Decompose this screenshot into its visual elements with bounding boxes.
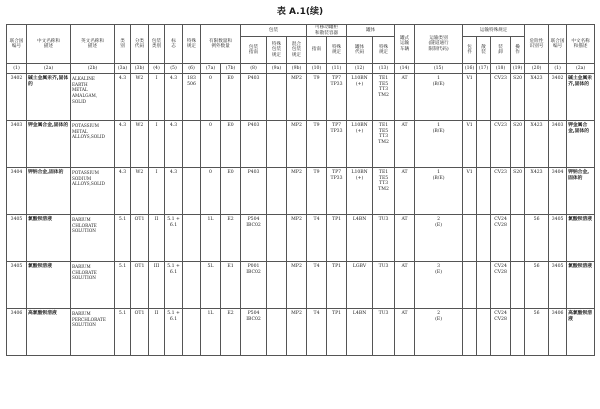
column-number: (6) xyxy=(183,64,201,74)
cell-cls: 4.3 xyxy=(115,121,131,168)
header-transport-bulk: 散 装 xyxy=(477,37,491,64)
column-number: (19) xyxy=(511,64,525,74)
cell-sp: 183 506 xyxy=(183,74,201,121)
header-transport-category: 运输类别 (隧道通行 限制代码) xyxy=(415,25,463,64)
cell-p9b: MP2 xyxy=(287,121,307,168)
table-row xyxy=(7,215,595,262)
cell-un: 3402 xyxy=(7,74,27,121)
cell-label: 4.3 xyxy=(165,168,183,215)
header-packing-instruction: 包装 指南 xyxy=(241,37,267,64)
table-row xyxy=(7,74,595,121)
cell-pg: I xyxy=(149,168,165,215)
cell-t13: TU3 xyxy=(373,215,395,262)
cell-l7a: 0 xyxy=(201,121,221,168)
cell-v14: AT xyxy=(395,309,415,356)
header-portable-tank-group: 可移动罐柜 和散装容器 xyxy=(307,25,347,37)
table-row xyxy=(7,168,595,215)
cell-p9a xyxy=(267,215,287,262)
header-classification-code: 分类 代码 xyxy=(131,25,149,64)
cell-pg: II xyxy=(149,309,165,356)
column-number: (5) xyxy=(165,64,183,74)
cell-s17 xyxy=(477,121,491,168)
cell-p9a xyxy=(267,309,287,356)
table-row xyxy=(7,309,595,356)
cell-cls: 5.1 xyxy=(115,262,131,309)
cell-s18: CV23 xyxy=(491,168,511,215)
column-number: (8) xyxy=(241,64,267,74)
cell-t12: L10BN (+) xyxy=(347,74,373,121)
cell-v14: AT xyxy=(395,215,415,262)
header-transport-special: 运输特殊规定 xyxy=(463,25,525,37)
cell-p9b: MP2 xyxy=(287,74,307,121)
column-number: (13) xyxy=(373,64,395,74)
cell-un: 3404 xyxy=(7,168,27,215)
cell-cn2: 碱土金属汞齐,固体的 xyxy=(567,74,595,121)
cell-h20: X423 xyxy=(525,168,549,215)
column-number: (4) xyxy=(149,64,165,74)
header-limited-quantity: 有限数量和 例外数量 xyxy=(201,25,241,64)
column-number: (2a) xyxy=(27,64,71,74)
cell-l7b: E2 xyxy=(221,309,241,356)
header-tank-body: 罐体 xyxy=(347,25,395,37)
cell-c15: 1 (B/E) xyxy=(415,121,463,168)
cell-s17 xyxy=(477,168,491,215)
cell-p9b: MP2 xyxy=(287,309,307,356)
cell-t13: TU3 xyxy=(373,309,395,356)
header-tank-special: 特殊 规定 xyxy=(327,37,347,64)
header-packaging-group: 包装 xyxy=(241,25,307,37)
cell-cn2: 氯酸钡溶液 xyxy=(567,215,595,262)
cell-t13: TE1 TE5 TT3 TM2 xyxy=(373,74,395,121)
header-transport-loading: 装 卸 xyxy=(491,37,511,64)
column-number: (18) xyxy=(491,64,511,74)
header-special-provisions: 特殊 规定 xyxy=(183,25,201,64)
column-number: (12) xyxy=(347,64,373,74)
cell-t11: TP1 xyxy=(327,262,347,309)
cell-cn2: 氯酸钡溶液 xyxy=(567,262,595,309)
cell-cn2: 高氯酸钡溶液 xyxy=(567,309,595,356)
cell-code: OT1 xyxy=(131,262,149,309)
cell-t10: T4 xyxy=(307,309,327,356)
cell-s19 xyxy=(511,215,525,262)
cell-cls: 5.1 xyxy=(115,215,131,262)
cell-l7a: 5L xyxy=(201,262,221,309)
cell-p8: P504 IBC02 xyxy=(241,215,267,262)
cell-t12: LGBV xyxy=(347,262,373,309)
header-tank-special-2: 特殊 规定 xyxy=(373,37,395,64)
cell-p8: P001 IBC02 xyxy=(241,262,267,309)
cell-t11: TP1 xyxy=(327,309,347,356)
dangerous-goods-table xyxy=(6,24,595,356)
cell-p8: P403 xyxy=(241,121,267,168)
cell-cn: 钾金属合金,固体的 xyxy=(27,121,71,168)
cell-en: BARIUM CHLORATE SOLUTION xyxy=(71,262,115,309)
column-number: (7b) xyxy=(221,64,241,74)
cell-v14: AT xyxy=(395,262,415,309)
cell-s16 xyxy=(463,262,477,309)
cell-en: BARIUM PERCHLORATE SOLUTION xyxy=(71,309,115,356)
header-special-packing: 特殊 包装 规定 xyxy=(267,37,287,64)
cell-t13: TE1 TE5 TT3 TM2 xyxy=(373,121,395,168)
column-number: (11) xyxy=(327,64,347,74)
cell-un2: 3406 xyxy=(549,309,567,356)
cell-label: 5.1 + 6.1 xyxy=(165,309,183,356)
column-number: (16) xyxy=(463,64,477,74)
cell-c15: 3 (E) xyxy=(415,262,463,309)
cell-t11: TP7 TP33 xyxy=(327,74,347,121)
cell-code: W2 xyxy=(131,74,149,121)
cell-t10: T9 xyxy=(307,168,327,215)
cell-s17 xyxy=(477,262,491,309)
cell-cn: 氯酸钡溶液 xyxy=(27,215,71,262)
cell-p9b: MP2 xyxy=(287,215,307,262)
column-number: (1) xyxy=(7,64,27,74)
cell-label: 5.1 + 6.1 xyxy=(165,262,183,309)
cell-en: BARIUM CHLORATE SOLUTION xyxy=(71,215,115,262)
header-un-number: 联合国 编号 xyxy=(7,25,27,64)
column-number: (14) xyxy=(395,64,415,74)
cell-un2: 3402 xyxy=(549,74,567,121)
header-un-number-repeat: 联合国 编号 xyxy=(549,25,567,64)
cell-l7b: E0 xyxy=(221,121,241,168)
cell-s16: V1 xyxy=(463,121,477,168)
header-packing-group: 包装 类别 xyxy=(149,25,165,64)
header-hazard-id: 危险性 识别号 xyxy=(525,25,549,64)
cell-en: POTASSIUM METAL ALLOYS,SOLID xyxy=(71,121,115,168)
header-transport-operation: 操 作 xyxy=(511,37,525,64)
cell-l7a: 0 xyxy=(201,74,221,121)
header-tank-instruction: 指南 xyxy=(307,37,327,64)
table-row xyxy=(7,121,595,168)
header-chinese-name: 中文名称和 描述 xyxy=(27,25,71,64)
cell-t11: TP7 TP33 xyxy=(327,121,347,168)
cell-sp xyxy=(183,309,201,356)
cell-label: 4.3 xyxy=(165,121,183,168)
cell-s19: S20 xyxy=(511,74,525,121)
cell-un: 3403 xyxy=(7,121,27,168)
cell-h20: 56 xyxy=(525,262,549,309)
cell-t12: L4BN xyxy=(347,309,373,356)
cell-p8: P403 xyxy=(241,168,267,215)
cell-un: 3405 xyxy=(7,215,27,262)
cell-p9a xyxy=(267,121,287,168)
cell-s16 xyxy=(463,215,477,262)
column-number: (9b) xyxy=(287,64,307,74)
cell-s17 xyxy=(477,74,491,121)
cell-p9a xyxy=(267,74,287,121)
column-number: (7a) xyxy=(201,64,221,74)
cell-s19: S20 xyxy=(511,121,525,168)
cell-p9b: MP2 xyxy=(287,168,307,215)
cell-t10: T4 xyxy=(307,215,327,262)
cell-l7b: E0 xyxy=(221,74,241,121)
cell-t10: T9 xyxy=(307,74,327,121)
cell-l7b: E2 xyxy=(221,215,241,262)
cell-un2: 3403 xyxy=(549,121,567,168)
cell-cn: 钾钠合金,固体的 xyxy=(27,168,71,215)
cell-un2: 3405 xyxy=(549,215,567,262)
column-number: (3a) xyxy=(115,64,131,74)
cell-l7a: 0 xyxy=(201,168,221,215)
cell-c15: 2 (E) xyxy=(415,309,463,356)
cell-t11: TP7 TP33 xyxy=(327,168,347,215)
header-tank-code: 罐体 代码 xyxy=(347,37,373,64)
cell-l7b: E1 xyxy=(221,262,241,309)
cell-h20: 56 xyxy=(525,309,549,356)
cell-s19 xyxy=(511,262,525,309)
column-number-row xyxy=(7,64,595,74)
cell-c15: 1 (B/E) xyxy=(415,74,463,121)
cell-p9a xyxy=(267,262,287,309)
cell-p9b: MP2 xyxy=(287,262,307,309)
cell-h20: X423 xyxy=(525,74,549,121)
cell-cn2: 钾金属合金,固体的 xyxy=(567,121,595,168)
cell-cn: 高氯酸钡溶液 xyxy=(27,309,71,356)
cell-cn2: 钾钠合金,固体的 xyxy=(567,168,595,215)
cell-s16: V1 xyxy=(463,74,477,121)
cell-h20: 56 xyxy=(525,215,549,262)
header-english-name: 英文名称和 描述 xyxy=(71,25,115,64)
cell-s16: V1 xyxy=(463,168,477,215)
cell-s19 xyxy=(511,309,525,356)
cell-t10: T9 xyxy=(307,121,327,168)
cell-l7a: 1L xyxy=(201,309,221,356)
cell-code: W2 xyxy=(131,121,149,168)
cell-sp xyxy=(183,168,201,215)
cell-l7a: 1L xyxy=(201,215,221,262)
cell-t12: L10BN (+) xyxy=(347,121,373,168)
cell-label: 4.3 xyxy=(165,74,183,121)
table-body xyxy=(7,64,595,356)
cell-code: W2 xyxy=(131,168,149,215)
cell-v14: AT xyxy=(395,121,415,168)
header-label: 标 志 xyxy=(165,25,183,64)
cell-s18: CV23 xyxy=(491,121,511,168)
column-number: (15) xyxy=(415,64,463,74)
cell-p9a xyxy=(267,168,287,215)
cell-p8: P403 xyxy=(241,74,267,121)
cell-s17 xyxy=(477,215,491,262)
cell-v14: AT xyxy=(395,168,415,215)
cell-code: OT1 xyxy=(131,215,149,262)
column-number: (20) xyxy=(525,64,549,74)
cell-h20: X423 xyxy=(525,121,549,168)
header-transport-package: 包 件 xyxy=(463,37,477,64)
cell-s18: CV23 xyxy=(491,74,511,121)
header-chinese-name-repeat: 中文名称 和描述 xyxy=(567,25,595,64)
cell-t13: TU3 xyxy=(373,262,395,309)
cell-un: 3405 xyxy=(7,262,27,309)
cell-p8: P504 IBC02 xyxy=(241,309,267,356)
header-mixed-packing: 混合 包装 规定 xyxy=(287,37,307,64)
column-number: (17) xyxy=(477,64,491,74)
cell-s17 xyxy=(477,309,491,356)
cell-t11: TP1 xyxy=(327,215,347,262)
cell-s19: S20 xyxy=(511,168,525,215)
cell-un2: 3405 xyxy=(549,262,567,309)
cell-code: OT1 xyxy=(131,309,149,356)
cell-sp xyxy=(183,262,201,309)
cell-l7b: E0 xyxy=(221,168,241,215)
cell-t12: L10BN (+) xyxy=(347,168,373,215)
cell-pg: I xyxy=(149,121,165,168)
column-number: (2b) xyxy=(71,64,115,74)
cell-s18: CV24 CV28 xyxy=(491,309,511,356)
cell-un2: 3404 xyxy=(549,168,567,215)
cell-en: ALKALINE EARTH METAL AMALGAM, SOLID xyxy=(71,74,115,121)
column-number: (1) xyxy=(549,64,567,74)
column-number: (3b) xyxy=(131,64,149,74)
cell-sp xyxy=(183,215,201,262)
cell-sp xyxy=(183,121,201,168)
table-row xyxy=(7,262,595,309)
cell-cls: 4.3 xyxy=(115,168,131,215)
header-class: 类 别 xyxy=(115,25,131,64)
header-tank-vehicle: 罐式 运输 车辆 xyxy=(395,25,415,64)
cell-pg: II xyxy=(149,215,165,262)
cell-s18: CV24 CV28 xyxy=(491,215,511,262)
column-number: (2a) xyxy=(567,64,595,74)
cell-pg: III xyxy=(149,262,165,309)
column-number: (10) xyxy=(307,64,327,74)
cell-cn: 碱土金属汞齐,固体的 xyxy=(27,74,71,121)
cell-cn: 氯酸钡溶液 xyxy=(27,262,71,309)
cell-c15: 1 (B/E) xyxy=(415,168,463,215)
cell-pg: I xyxy=(149,74,165,121)
column-number: (9a) xyxy=(267,64,287,74)
cell-s16 xyxy=(463,309,477,356)
cell-cls: 5.1 xyxy=(115,309,131,356)
cell-t10: T4 xyxy=(307,262,327,309)
cell-s18: CV24 CV28 xyxy=(491,262,511,309)
cell-t13: TE1 TE5 TT3 TM2 xyxy=(373,168,395,215)
cell-c15: 2 (E) xyxy=(415,215,463,262)
cell-cls: 4.3 xyxy=(115,74,131,121)
table-title: 表 A.1(续) xyxy=(276,7,324,17)
cell-un: 3406 xyxy=(7,309,27,356)
cell-label: 5.1 + 6.1 xyxy=(165,215,183,262)
cell-v14: AT xyxy=(395,74,415,121)
cell-t12: L4BN xyxy=(347,215,373,262)
cell-en: POTASSIUM SODIUM ALLOYS,SOLID xyxy=(71,168,115,215)
